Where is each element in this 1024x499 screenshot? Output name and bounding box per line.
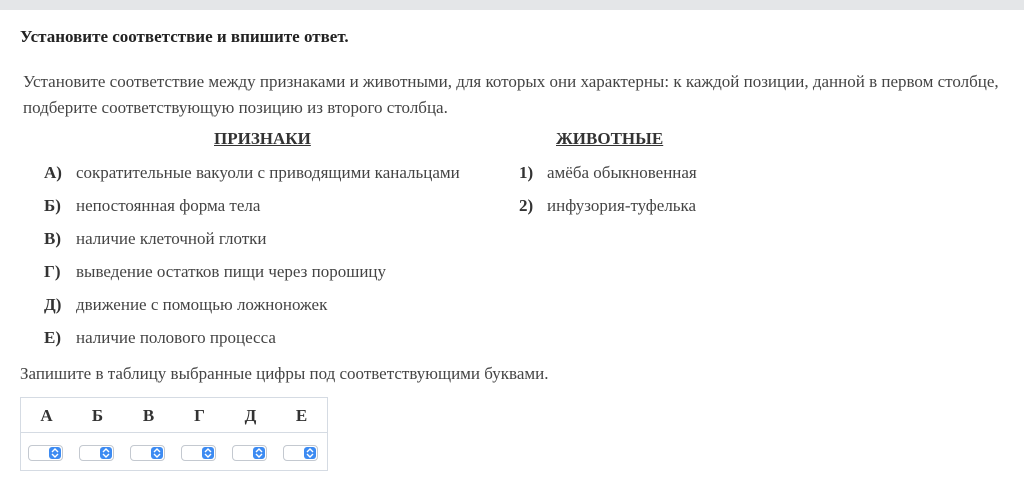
feature-item-a (44, 163, 514, 187)
task-text: Установите соответствие между признаками и животными, для которых они характерны: к каждой позиции, данной в первом столбце, подберите соответствующую позицию из второго столбца. (23, 72, 999, 117)
answer-header-d: Д (244, 406, 257, 425)
answer-header-b: Б (91, 406, 104, 425)
animal-key: 1) (519, 163, 534, 182)
answer-select-v[interactable] (130, 445, 165, 461)
feature-item-v (44, 229, 514, 253)
select-arrows-icon (304, 447, 316, 459)
feature-item-d (44, 295, 514, 319)
answer-header-a: А (40, 406, 53, 425)
feature-key: В) (44, 229, 61, 248)
feature-key: Б) (44, 196, 61, 215)
answer-select-d[interactable] (232, 445, 267, 461)
feature-key: Д) (44, 295, 62, 314)
select-arrows-icon (100, 447, 112, 459)
task-title: Установите соответствие и впишите ответ. (20, 27, 349, 46)
feature-key: Е) (44, 328, 61, 347)
feature-item-e (44, 328, 514, 352)
features-column-header: ПРИЗНАКИ (214, 129, 311, 148)
answer-select-b[interactable] (79, 445, 114, 461)
select-arrows-icon (253, 447, 265, 459)
feature-item-b (44, 196, 514, 220)
feature-text: наличие полового процесса (76, 328, 276, 347)
feature-text: выведение остатков пищи через порошицу (76, 262, 387, 281)
animals-column-header: ЖИВОТНЫЕ (556, 129, 664, 148)
answer-table-header-row (21, 398, 327, 432)
animal-text: амёба обыкновенная (547, 163, 697, 182)
feature-text: непостоянная форма тела (76, 196, 261, 215)
feature-key: Г) (44, 262, 61, 281)
feature-text: движение с помощью ложноножек (76, 295, 328, 314)
answer-table (20, 397, 328, 471)
answer-header-g: Г (194, 406, 205, 425)
answer-table-divider (21, 432, 327, 433)
animal-text: инфузория-туфелька (547, 196, 697, 215)
feature-text: сократительные вакуоли с приводящими канальцами (76, 163, 460, 182)
answer-select-a[interactable] (28, 445, 63, 461)
feature-key: А) (44, 163, 62, 182)
top-bar (0, 0, 1024, 10)
answer-instruction: Запишите в таблицу выбранные цифры под соответствующими буквами. (20, 364, 549, 383)
answer-header-v: В (142, 406, 155, 425)
answer-select-e[interactable] (283, 445, 318, 461)
select-arrows-icon (151, 447, 163, 459)
feature-text: наличие клеточной глотки (76, 229, 267, 248)
animal-key: 2) (519, 196, 534, 215)
answer-header-e: Е (295, 406, 308, 425)
feature-item-g (44, 262, 514, 286)
select-arrows-icon (202, 447, 214, 459)
animal-item-2 (519, 196, 819, 220)
select-arrows-icon (49, 447, 61, 459)
animal-item-1 (519, 163, 819, 187)
answer-select-g[interactable] (181, 445, 216, 461)
